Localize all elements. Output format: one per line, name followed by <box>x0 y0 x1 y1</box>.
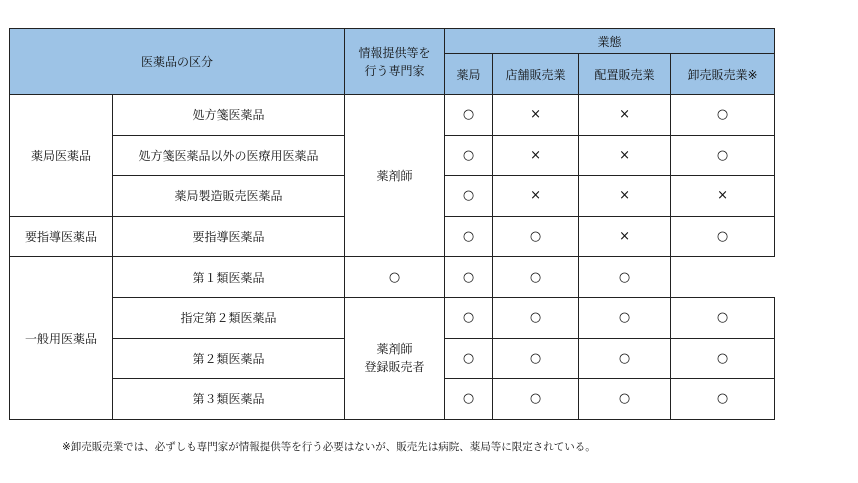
expert-line2: 登録販売者 <box>364 360 425 375</box>
footnote: ※卸売販売業では、必ずしも専門家が情報提供等を行う必要はないが、販売先は病院、薬局等に限定されている。 <box>62 441 596 453</box>
mark-cell: ○ <box>445 338 493 379</box>
expert-pharmacist: 薬剤師 <box>345 95 445 257</box>
mark-cell: ○ <box>671 297 775 338</box>
header-expert <box>345 29 445 95</box>
mark-cell: ○ <box>579 338 671 379</box>
group-pharmacy: 薬局医薬品 <box>10 95 113 217</box>
mark-cell: ○ <box>671 379 775 420</box>
mark-cell: ○ <box>579 379 671 420</box>
item-name: 指定第２類医薬品 <box>113 297 345 338</box>
mark-cell: ○ <box>493 379 579 420</box>
expert-pharmacist-seller <box>345 297 445 419</box>
mark-cell: ○ <box>445 176 493 217</box>
mark-cell: ○ <box>579 257 671 298</box>
item-name: 薬局製造販売医薬品 <box>113 176 345 217</box>
mark-cell: ○ <box>445 216 493 257</box>
mark-cell: ○ <box>345 257 445 298</box>
group-guidance: 要指導医薬品 <box>10 216 113 257</box>
mark-cell: × <box>671 176 775 217</box>
item-name: 第１類医薬品 <box>113 257 345 298</box>
group-otc: 一般用医薬品 <box>10 257 113 419</box>
item-name: 処方箋医薬品 <box>113 95 345 136</box>
table-row <box>10 297 775 338</box>
item-name: 処方箋医薬品以外の医療用医薬品 <box>113 135 345 176</box>
mark-cell: ○ <box>493 297 579 338</box>
mark-cell: ○ <box>671 216 775 257</box>
mark-cell: ○ <box>493 216 579 257</box>
mark-cell: ○ <box>579 297 671 338</box>
mark-cell: × <box>493 135 579 176</box>
mark-cell: ○ <box>445 135 493 176</box>
item-name: 第２類医薬品 <box>113 338 345 379</box>
pharma-classification-table <box>9 28 775 420</box>
mark-cell: × <box>579 176 671 217</box>
item-name: 要指導医薬品 <box>113 216 345 257</box>
table-row <box>10 257 775 298</box>
mark-cell: ○ <box>671 135 775 176</box>
header-col-placement: 配置販売業 <box>579 54 671 95</box>
mark-cell: × <box>493 95 579 136</box>
mark-cell: ○ <box>445 257 493 298</box>
mark-cell: ○ <box>445 379 493 420</box>
header-business: 業態 <box>445 29 775 54</box>
mark-cell: × <box>579 95 671 136</box>
header-col-store: 店舗販売業 <box>493 54 579 95</box>
mark-cell: × <box>579 216 671 257</box>
header-col-wholesale: 卸売販売業※ <box>671 54 775 95</box>
item-name: 第３類医薬品 <box>113 379 345 420</box>
mark-cell: ○ <box>493 338 579 379</box>
header-expert-line1: 情報提供等を <box>358 45 431 60</box>
mark-cell: ○ <box>671 95 775 136</box>
header-category: 医薬品の区分 <box>10 29 345 95</box>
mark-cell: × <box>579 135 671 176</box>
expert-line1: 薬剤師 <box>376 342 413 357</box>
mark-cell: ○ <box>445 95 493 136</box>
mark-cell: × <box>493 176 579 217</box>
mark-cell: ○ <box>445 297 493 338</box>
mark-cell: ○ <box>671 338 775 379</box>
header-expert-line2: 行う専門家 <box>364 63 425 78</box>
mark-cell: ○ <box>493 257 579 298</box>
header-col-pharmacy: 薬局 <box>445 54 493 95</box>
table-row <box>10 95 775 136</box>
